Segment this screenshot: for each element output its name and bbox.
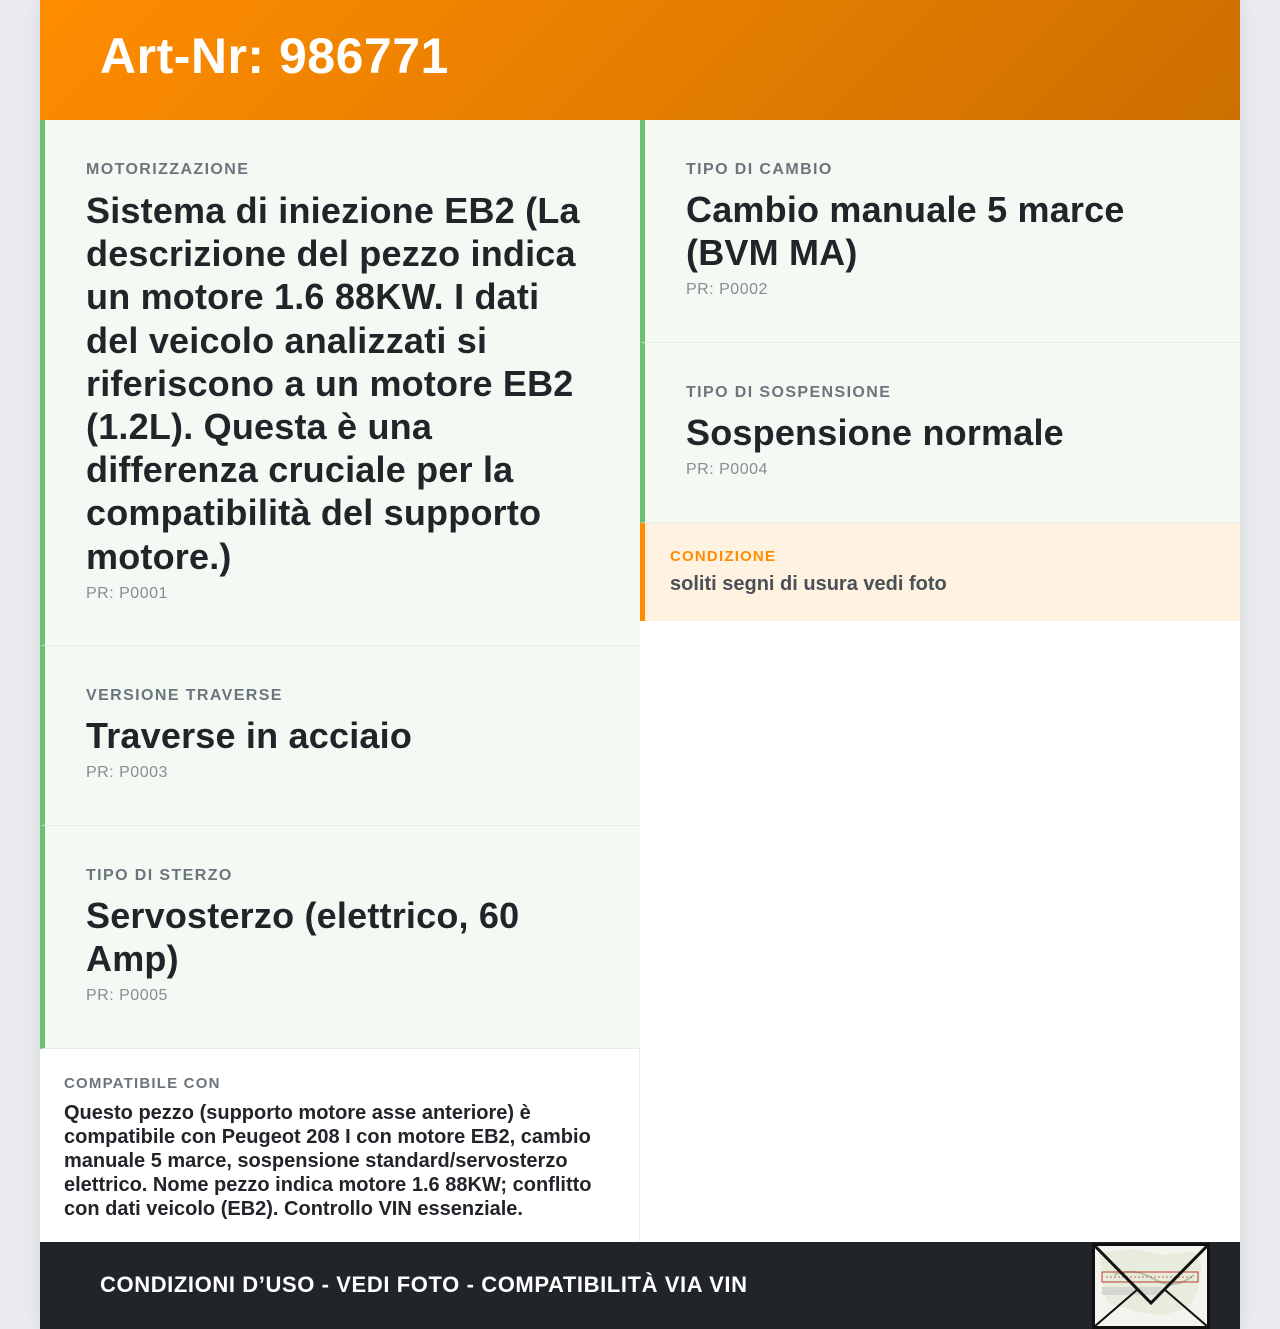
spec-value: Traverse in acciaio xyxy=(86,715,413,756)
spec-label: VERSIONE TRAVERSE xyxy=(86,687,283,704)
spec-label: MOTORIZZAZIONE xyxy=(86,161,250,178)
condition-text: soliti segni di usura vedi foto xyxy=(670,573,947,595)
specs-left-column xyxy=(40,120,640,1220)
page-header xyxy=(40,0,1240,120)
article-number-title: Art-Nr: 986771 xyxy=(100,28,449,84)
spec-label: TIPO DI SOSPENSIONE xyxy=(686,384,892,401)
spec-tipo-sterzo xyxy=(40,826,640,1049)
condition-box xyxy=(640,523,1240,621)
spec-value: Cambio manuale 5 marce (BVM MA) xyxy=(686,189,1125,274)
envelope-icon xyxy=(1094,1245,1208,1327)
spec-label: TIPO DI STERZO xyxy=(86,867,233,884)
spec-value: Sistema di iniezione EB2 (La descrizione del pezzo indica un motore 1.6 88KW. I dati del veicolo analizzati si riferiscono a un motore EB2 (1.2L). Questa è una differenza cruciale per la compatibilità del supporto motore.) xyxy=(86,190,580,577)
listing-page xyxy=(40,0,1240,1329)
spec-motorizzazione xyxy=(40,120,640,646)
spec-value: Servosterzo (elettrico, 60 Amp) xyxy=(86,895,520,980)
spec-tipo-cambio xyxy=(640,120,1240,343)
spec-label: TIPO DI CAMBIO xyxy=(686,161,833,178)
page-footer xyxy=(40,1242,1240,1329)
footer-text: CONDIZIONI D’USO - VEDI FOTO - COMPATIBILITÀ VIA VIN xyxy=(100,1272,748,1297)
spec-pr-code: PR: P0003 xyxy=(86,764,168,782)
compatibility-section xyxy=(40,1049,640,1242)
spec-pr-code: PR: P0001 xyxy=(86,584,168,602)
document-photo-thumbnail-icon[interactable] xyxy=(1092,1243,1210,1329)
spec-pr-code: PR: P0004 xyxy=(686,461,768,479)
spec-pr-code: PR: P0005 xyxy=(86,987,168,1005)
spec-value: Sospensione normale xyxy=(686,412,1064,453)
compatibility-text: Questo pezzo (supporto motore asse anteriore) è compatibile con Peugeot 208 I con motore EB2, cambio manuale 5 marce, sospensione standard/servosterzo elettrico. Nome pezzo indica motore 1.6 88KW; conflitto con dati veicolo (EB2). Controllo VIN essenziale. xyxy=(64,1102,592,1220)
spec-pr-code: PR: P0002 xyxy=(686,281,768,299)
spec-versione-traverse xyxy=(40,646,640,826)
specs-right-column xyxy=(640,120,1240,595)
spec-tipo-sospensione xyxy=(640,343,1240,523)
compatibility-label: COMPATIBILE CON xyxy=(64,1075,221,1092)
condition-label: CONDIZIONE xyxy=(670,548,777,565)
